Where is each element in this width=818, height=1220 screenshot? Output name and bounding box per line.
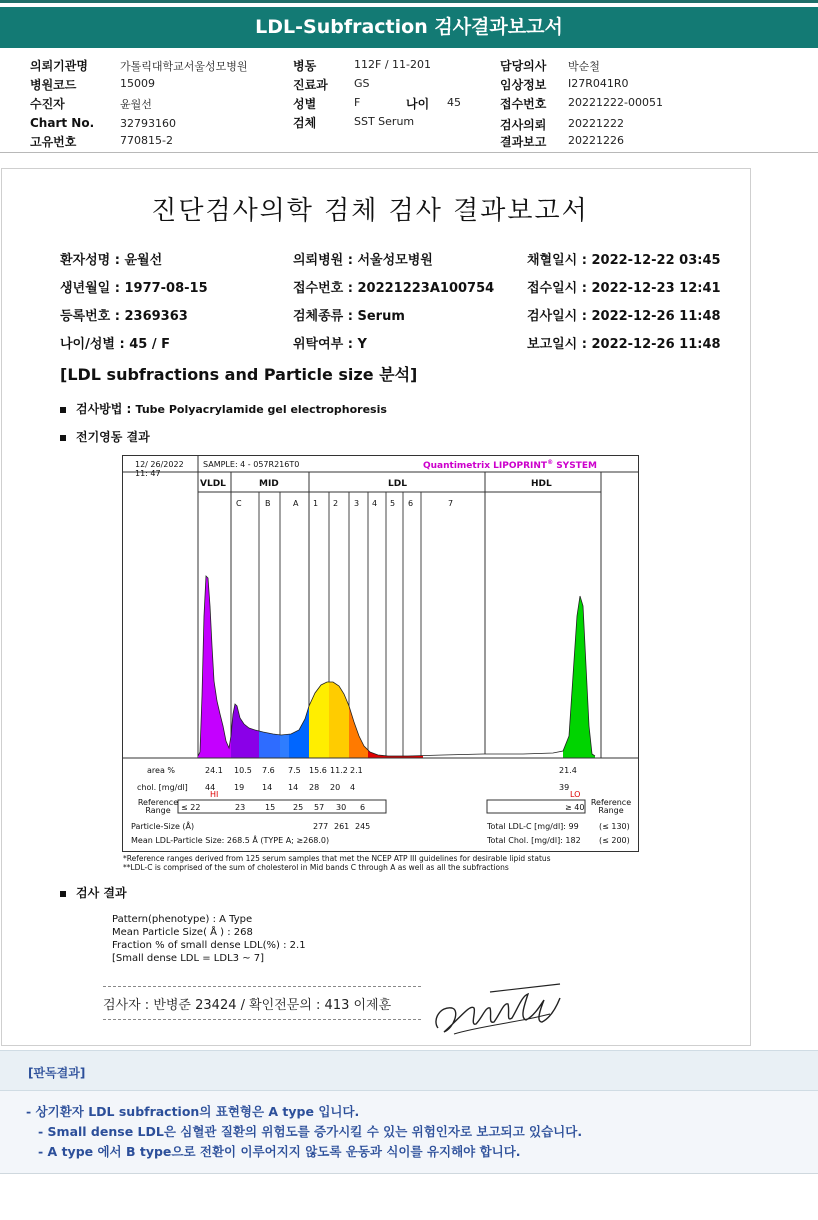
total-chol-ref: (≤ 200) — [599, 836, 630, 845]
band-label-b: B — [265, 499, 271, 508]
chol-value: 44 — [205, 783, 216, 792]
method-line — [60, 400, 387, 417]
chol-value: 39 — [559, 783, 570, 792]
field-collection — [527, 249, 721, 268]
interpretation-title: [판독결과] — [28, 1066, 86, 1080]
result-small-dense: Fraction % of small dense LDL(%) : 2.1 — [112, 940, 306, 951]
value-specimen: SST Serum — [354, 115, 415, 128]
field-registration — [60, 305, 188, 324]
curve-region-fill — [329, 456, 349, 758]
field-label: 생년월일 : — [60, 281, 125, 296]
value-department: GS — [354, 77, 370, 90]
label-request: 검사의뢰 — [500, 118, 547, 132]
field-label: 접수일시 : — [527, 281, 592, 296]
method-label: 검사방법 : — [76, 402, 136, 416]
label-unique-no: 고유번호 — [30, 135, 77, 149]
field-label: 나이/성별 : — [60, 337, 130, 352]
electrophoresis-chart — [122, 455, 639, 852]
field-label: 위탁여부 : — [293, 337, 358, 352]
chol-value: 14 — [262, 783, 273, 792]
curve-region-fill — [289, 456, 309, 758]
ref-value: 23 — [235, 803, 246, 812]
field-reported — [527, 333, 721, 352]
field-label: 환자성명 : — [60, 253, 125, 268]
field-hospital — [293, 249, 433, 268]
area-value: 24.1 — [205, 766, 223, 775]
area-value: 2.1 — [350, 766, 363, 775]
label-sex: 성별 — [293, 97, 317, 111]
label-clinical-info: 임상정보 — [500, 78, 547, 92]
field-value: 2022-12-23 12:41 — [591, 281, 721, 296]
curve-region-fill — [309, 456, 329, 758]
field-label: 검사일시 : — [527, 309, 592, 324]
inspector-line: 검사자 : 반병준 23424 / 확인전문의 : 413 이제훈 — [103, 998, 392, 1013]
signature-rule-bottom — [103, 1019, 421, 1020]
label-age: 나이 — [406, 97, 430, 111]
electro-line — [60, 428, 150, 445]
group-mid: MID — [259, 479, 279, 489]
value-institution: 가톨릭대학교서울성모병원 — [120, 60, 248, 73]
value-hospital-code: 15009 — [120, 77, 155, 90]
particle-value: 245 — [355, 822, 371, 831]
ref-value: 30 — [336, 803, 347, 812]
band-label-a: A — [293, 499, 299, 508]
field-specimen — [293, 305, 405, 324]
ref-row-label: Reference Range — [137, 798, 179, 815]
label-ward: 병동 — [293, 59, 317, 73]
field-value: 20221223A100754 — [357, 281, 495, 296]
interpretation-line-2: - Small dense LDL은 심혈관 질환의 위험도를 증가시킬 수 있는 위험인자로 보고되고 있습니다. — [38, 1124, 583, 1139]
ref-value: 57 — [314, 803, 325, 812]
value-age: 45 — [447, 96, 461, 109]
area-value: 21.4 — [559, 766, 577, 775]
label-chart-no: Chart No. — [30, 116, 95, 130]
field-value: 서울성모병원 — [357, 253, 433, 268]
label-patient: 수진자 — [30, 97, 65, 111]
band-label-6: 6 — [408, 499, 414, 508]
label-specimen: 검체 — [293, 116, 317, 130]
interpretation-line-3: - A type 에서 B type으로 전환이 이루어지지 않도록 운동과 식이를 유지해야 합니다. — [38, 1144, 521, 1159]
value-unique-no: 770815-2 — [120, 134, 173, 147]
label-accession: 접수번호 — [500, 97, 547, 111]
value-ward: 112F / 11-201 — [354, 58, 431, 71]
value-sex: F — [354, 96, 361, 109]
chart-footnote-1: *Reference ranges derived from 125 serum samples that met the NCEP ATP III guidelines for desirable lipid status — [123, 854, 551, 863]
particle-value: 261 — [334, 822, 350, 831]
curve-region-fill — [198, 456, 231, 758]
field-value: 2369363 — [124, 309, 188, 324]
band-label-2: 2 — [333, 499, 339, 508]
field-birth — [60, 277, 208, 296]
chart-date: 12/ 26/2022 — [135, 460, 184, 469]
total-chol: Total Chol. [mg/dl]: 182 — [487, 836, 581, 845]
bullet-icon — [60, 435, 66, 441]
result-small-dense-def: [Small dense LDL = LDL3 ~ 7] — [112, 953, 265, 964]
field-label: 등록번호 : — [60, 309, 125, 324]
label-hospital-code: 병원코드 — [30, 78, 77, 92]
field-value: 2022-12-22 03:45 — [591, 253, 721, 268]
curve-region-fill — [280, 456, 289, 758]
label-doctor: 담당의사 — [500, 59, 547, 73]
chart-sample: SAMPLE: 4 - 057R216T0 — [203, 460, 300, 469]
field-label: 의뢰병원 : — [293, 253, 358, 268]
report-title: 진단검사의학 검체 검사 결과보고서 — [151, 196, 589, 226]
field-label: 채혈일시 : — [527, 253, 592, 268]
value-patient: 윤월선 — [120, 98, 152, 111]
label-department: 진료과 — [293, 78, 328, 92]
field-value: Serum — [357, 309, 405, 324]
ref-row-label-right: Reference Range — [590, 798, 632, 815]
signature-rule-top — [103, 986, 421, 987]
area-value: 7.5 — [288, 766, 301, 775]
field-value: Y — [357, 337, 367, 352]
results-line — [60, 884, 127, 901]
band-label-c: C — [236, 499, 242, 508]
result-pattern: Pattern(phenotype) : A Type — [112, 914, 253, 925]
chol-value: 19 — [234, 783, 245, 792]
field-consign — [293, 333, 367, 352]
band-label-3: 3 — [354, 499, 360, 508]
area-row-label: area % — [147, 766, 175, 775]
total-ldl: Total LDL-C [mg/dl]: 99 — [487, 822, 579, 831]
field-label: 보고일시 : — [527, 337, 592, 352]
mean-particle: Mean LDL-Particle Size: 268.5 Å (TYPE A; ≥268.0) — [131, 836, 330, 845]
particle-value: 277 — [313, 822, 329, 831]
value-clinical-info: I27R041R0 — [568, 77, 629, 90]
chol-hi-flag: HI — [210, 790, 219, 799]
ref-hdl-value: ≥ 40 — [565, 803, 585, 812]
chol-value: 20 — [330, 783, 341, 792]
results-label: 검사 결과 — [76, 886, 127, 900]
brand-suffix: SYSTEM — [553, 461, 597, 471]
field-label: 접수번호 : — [293, 281, 358, 296]
particle-label: Particle-Size (Å) — [131, 822, 195, 831]
chol-value: 14 — [288, 783, 299, 792]
chol-row-label: chol. [mg/dl] — [137, 783, 188, 792]
curve-region-fill — [423, 456, 563, 758]
band-label-4: 4 — [372, 499, 378, 508]
top-rule — [0, 0, 818, 3]
area-value: 11.2 — [330, 766, 348, 775]
chart-brand — [423, 459, 597, 471]
chart-footnote-2: **LDL-C is comprised of the sum of cholesterol in Mid bands C through A as well as all the subfractions — [123, 863, 509, 872]
value-doctor: 박순철 — [568, 60, 600, 73]
brand-name: Quantimetrix LIPOPRINT — [423, 461, 548, 471]
group-vldl: VLDL — [200, 479, 226, 489]
ref-range-box — [178, 800, 386, 813]
brand-reg-mark: ® — [547, 459, 554, 466]
field-age-sex — [60, 333, 170, 352]
chol-value: 4 — [350, 783, 356, 792]
area-value: 15.6 — [309, 766, 327, 775]
header-separator — [0, 152, 818, 153]
banner-title: LDL-Subfraction 검사결과보고서 — [255, 16, 563, 38]
method-value: Tube Polyacrylamide gel electrophoresis — [135, 403, 387, 416]
field-tested — [527, 305, 721, 324]
chol-value: 28 — [309, 783, 320, 792]
ref-value: 15 — [265, 803, 276, 812]
group-ldl: LDL — [388, 479, 407, 489]
area-value: 7.6 — [262, 766, 275, 775]
label-institution: 의뢰기관명 — [30, 59, 88, 73]
value-request: 20221222 — [568, 117, 624, 130]
value-accession: 20221222-00051 — [568, 96, 663, 109]
ref-value: ≤ 22 — [181, 803, 201, 812]
curve-region-fill — [563, 456, 601, 758]
field-value: 1977-08-15 — [124, 281, 208, 296]
band-label-5: 5 — [390, 499, 396, 508]
section-title: [LDL subfractions and Particle size 분석] — [60, 365, 418, 384]
curve-fill — [198, 456, 601, 758]
field-accession — [293, 277, 494, 296]
chol-lo-flag: LO — [570, 790, 581, 799]
chart-time: 11: 47 — [135, 469, 161, 478]
area-value: 10.5 — [234, 766, 252, 775]
signature-image — [430, 978, 570, 1040]
field-value: 45 / F — [129, 337, 171, 352]
field-received — [527, 277, 721, 296]
field-label: 검체종류 : — [293, 309, 358, 324]
electro-label: 전기영동 결과 — [76, 430, 150, 444]
page-banner — [0, 7, 818, 48]
interpretation-header — [0, 1050, 818, 1091]
interpretation-line-1: - 상기환자 LDL subfraction의 표현형은 A type 입니다. — [26, 1104, 360, 1119]
value-chart-no: 32793160 — [120, 117, 176, 130]
bullet-icon — [60, 407, 66, 413]
band-label-7: 7 — [448, 499, 454, 508]
value-report: 20221226 — [568, 134, 624, 147]
group-hdl: HDL — [531, 479, 552, 489]
band-label-1: 1 — [313, 499, 319, 508]
field-value: 윤월선 — [124, 253, 163, 268]
field-value: 2022-12-26 11:48 — [591, 337, 721, 352]
label-report: 결과보고 — [500, 135, 547, 149]
field-value: 2022-12-26 11:48 — [591, 309, 721, 324]
ref-value: 6 — [360, 803, 366, 812]
bullet-icon — [60, 891, 66, 897]
field-name — [60, 249, 162, 268]
total-ldl-ref: (≤ 130) — [599, 822, 630, 831]
result-mean-size: Mean Particle Size( Å ) : 268 — [112, 927, 253, 938]
curve-outline — [198, 576, 595, 756]
ref-value: 25 — [293, 803, 304, 812]
